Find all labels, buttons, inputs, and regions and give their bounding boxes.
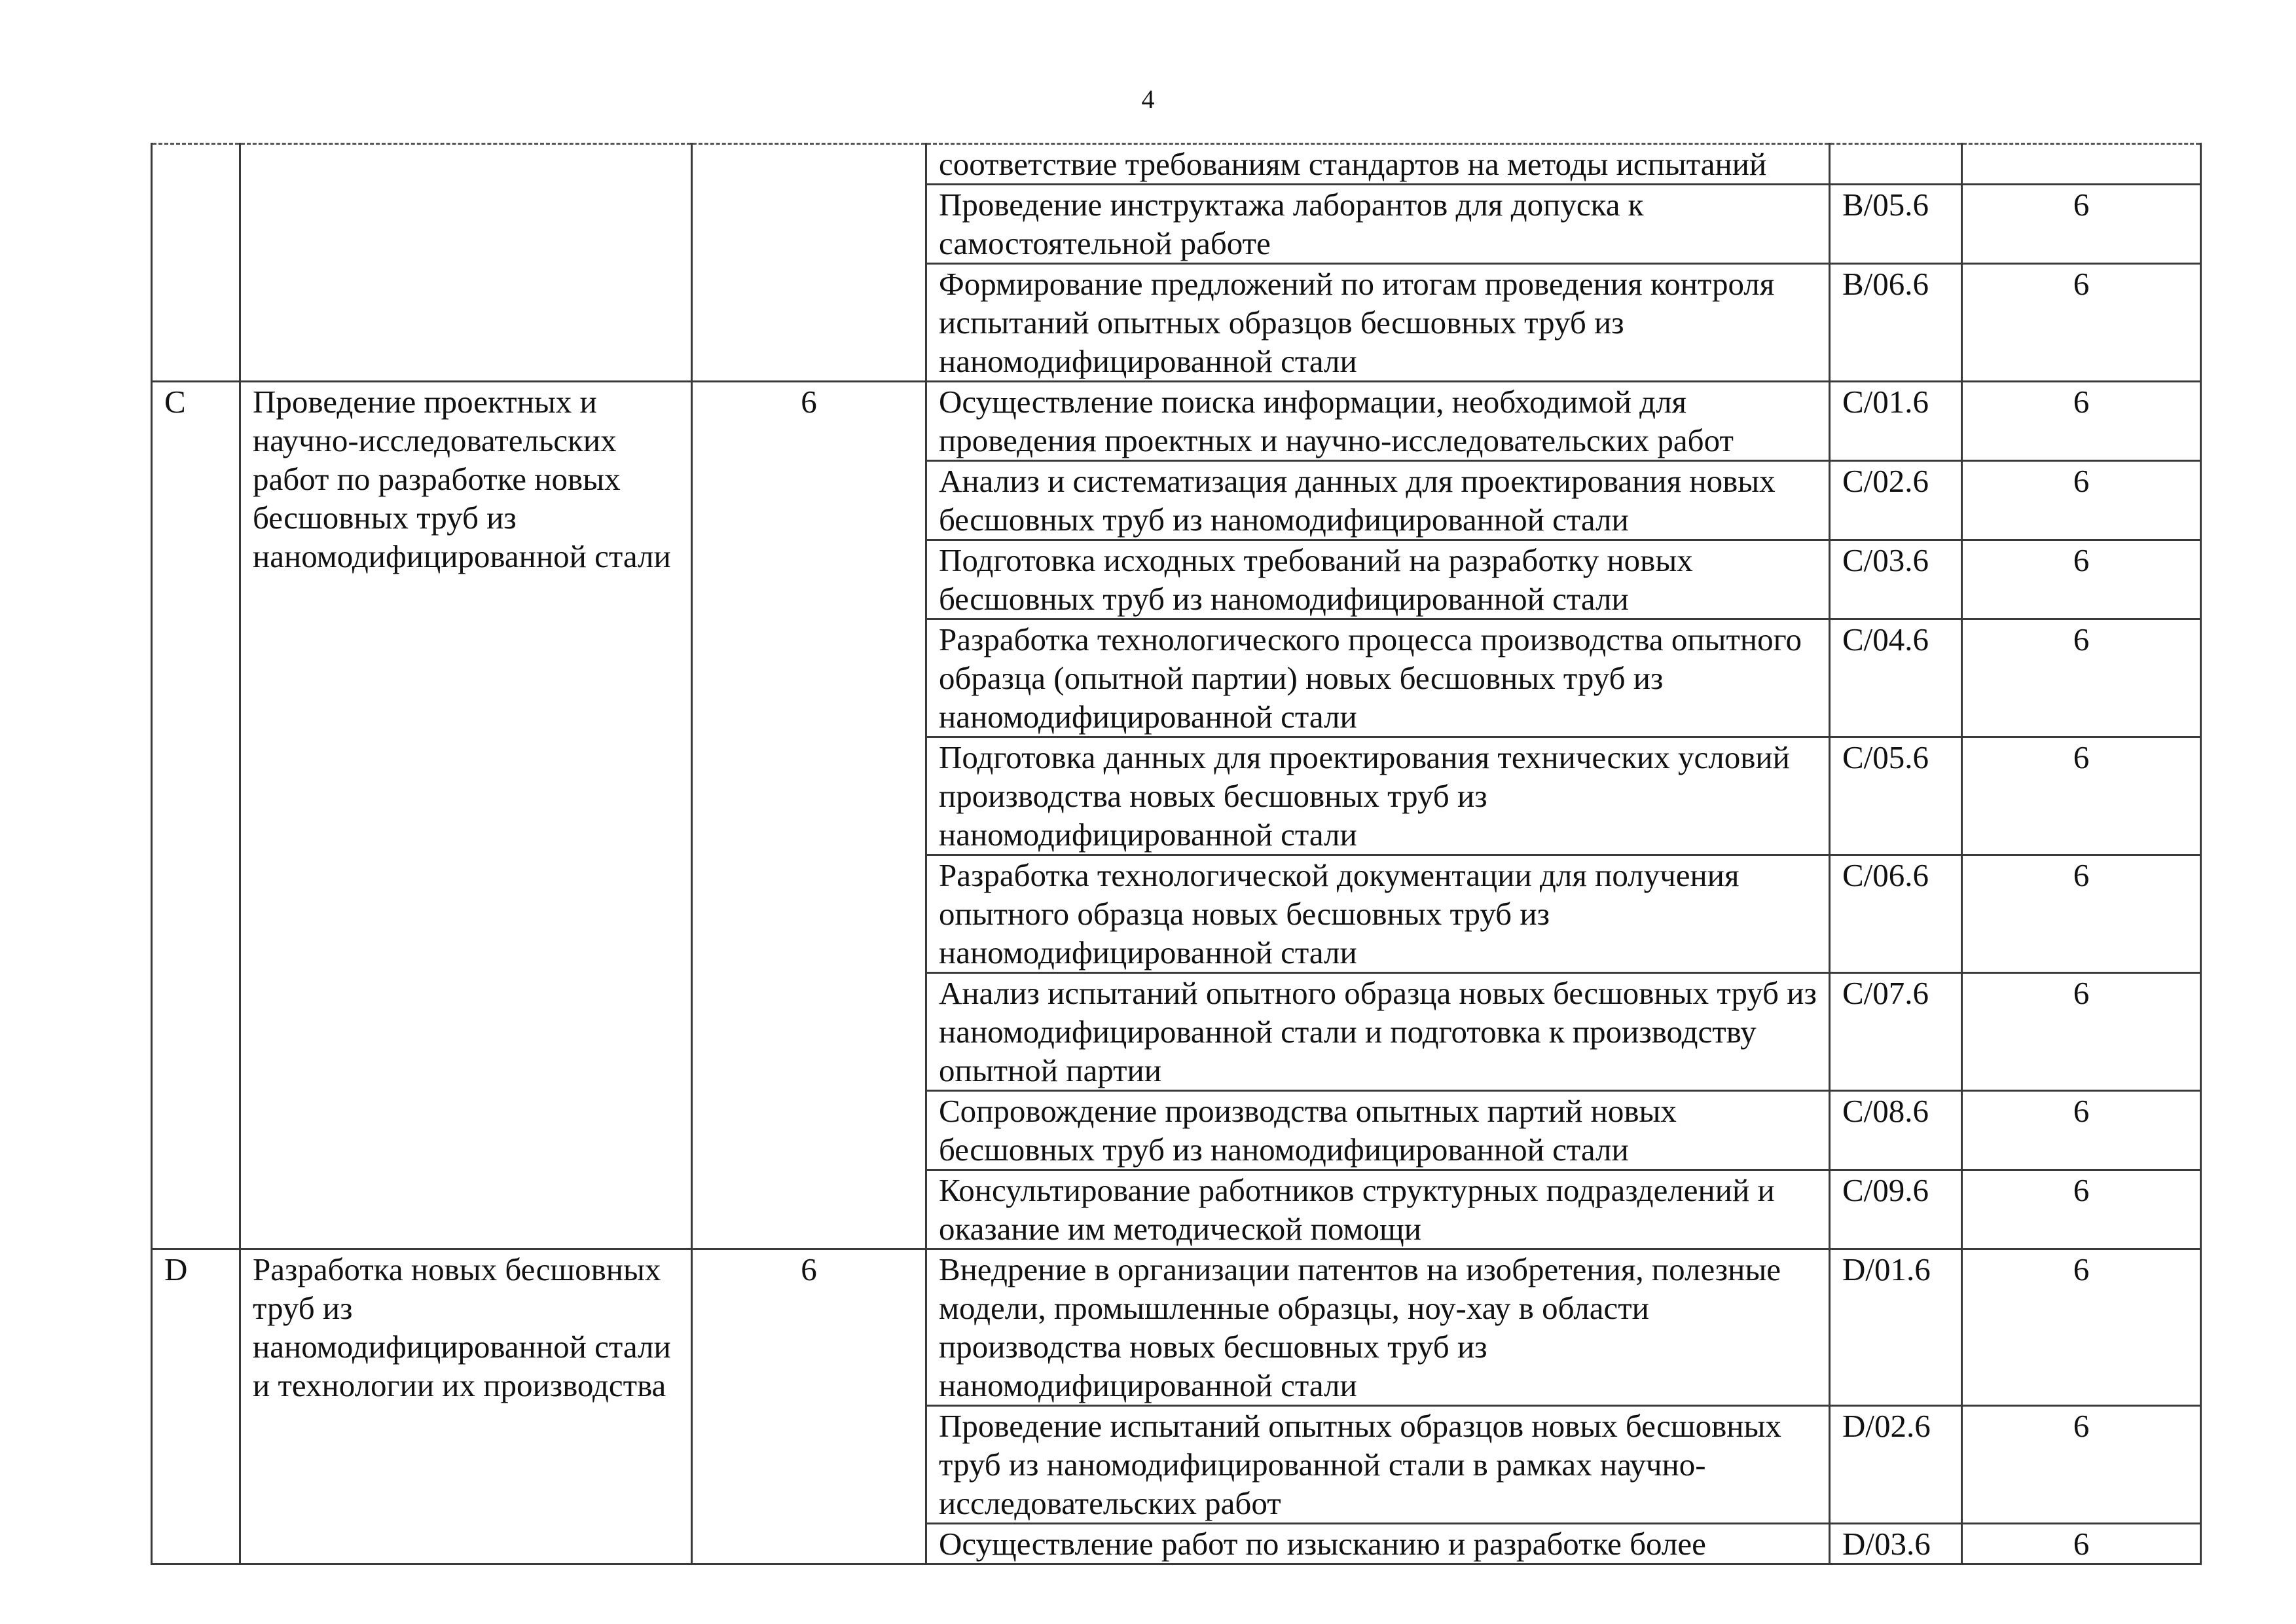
group-code-cell: D <box>152 1249 240 1564</box>
function-level-cell: 6 <box>1962 264 2201 382</box>
group-name-cell: Проведение проектных и научно-исследовательских работ по разработке новых бесшовных труб из наномодифицированной стали <box>240 382 692 1249</box>
group-name-cell: Разработка новых бесшовных труб из наномодифицированной стали и технологии их производства <box>240 1249 692 1564</box>
function-level-cell: 6 <box>1962 382 2201 461</box>
function-code-cell: C/05.6 <box>1830 737 1962 855</box>
function-level-cell: 6 <box>1962 461 2201 540</box>
function-name-cell: Проведение инструктажа лаборантов для допуска к самостоятельной работе <box>926 185 1830 264</box>
function-name-cell: Консультирование работников структурных подразделений и оказание им методической помощи <box>926 1170 1830 1249</box>
function-code-cell: D/03.6 <box>1830 1524 1962 1564</box>
group-level-cell: 6 <box>692 382 926 1249</box>
function-code-cell: C/02.6 <box>1830 461 1962 540</box>
function-name-cell: Осуществление поиска информации, необходимой для проведения проектных и научно-исследовательских работ <box>926 382 1830 461</box>
function-name-cell: Разработка технологической документации для получения опытного образца новых бесшовных труб из наномодифицированной стали <box>926 855 1830 973</box>
function-level-cell: 6 <box>1962 540 2201 619</box>
function-name-cell: соответствие требованиям стандартов на методы испытаний <box>926 144 1830 185</box>
function-code-cell: D/02.6 <box>1830 1406 1962 1524</box>
function-level-cell: 6 <box>1962 973 2201 1091</box>
function-name-cell: Осуществление работ по изысканию и разработке более <box>926 1524 1830 1564</box>
functions-table <box>151 143 2202 1565</box>
table-row <box>152 1249 2201 1406</box>
function-name-cell: Подготовка исходных требований на разработку новых бесшовных труб из наномодифицированной стали <box>926 540 1830 619</box>
function-code-cell: B/06.6 <box>1830 264 1962 382</box>
function-level-cell: 6 <box>1962 1524 2201 1564</box>
group-name-cell <box>240 144 692 382</box>
table-row <box>152 382 2201 461</box>
function-level-cell: 6 <box>1962 1170 2201 1249</box>
function-name-cell: Сопровождение производства опытных партий новых бесшовных труб из наномодифицированной стали <box>926 1091 1830 1170</box>
function-code-cell: C/08.6 <box>1830 1091 1962 1170</box>
function-level-cell: 6 <box>1962 185 2201 264</box>
function-level-cell: 6 <box>1962 737 2201 855</box>
function-code-cell: C/03.6 <box>1830 540 1962 619</box>
function-code-cell: C/07.6 <box>1830 973 1962 1091</box>
function-name-cell: Подготовка данных для проектирования технических условий производства новых бесшовных труб из наномодифицированной стали <box>926 737 1830 855</box>
function-level-cell: 6 <box>1962 1091 2201 1170</box>
function-level-cell <box>1962 144 2201 185</box>
group-level-cell <box>692 144 926 382</box>
function-name-cell: Внедрение в организации патентов на изобретения, полезные модели, промышленные образцы, ноу-хау в области производства новых бесшовных труб из наномодифицированной стали <box>926 1249 1830 1406</box>
function-level-cell: 6 <box>1962 1406 2201 1524</box>
function-code-cell: C/04.6 <box>1830 619 1962 737</box>
function-code-cell: B/05.6 <box>1830 185 1962 264</box>
function-name-cell: Разработка технологического процесса производства опытного образца (опытной партии) новых бесшовных труб из наномодифицированной стали <box>926 619 1830 737</box>
page-number: 4 <box>1141 84 1155 114</box>
function-name-cell: Проведение испытаний опытных образцов новых бесшовных труб из наномодифицированной стали в рамках научно-исследовательских работ <box>926 1406 1830 1524</box>
function-code-cell <box>1830 144 1962 185</box>
function-name-cell: Формирование предложений по итогам проведения контроля испытаний опытных образцов бесшовных труб из наномодифицированной стали <box>926 264 1830 382</box>
table-row <box>152 144 2201 185</box>
group-level-cell: 6 <box>692 1249 926 1564</box>
group-code-cell <box>152 144 240 382</box>
function-code-cell: D/01.6 <box>1830 1249 1962 1406</box>
function-code-cell: C/01.6 <box>1830 382 1962 461</box>
group-code-cell: C <box>152 382 240 1249</box>
function-code-cell: C/06.6 <box>1830 855 1962 973</box>
function-name-cell: Анализ испытаний опытного образца новых бесшовных труб из наномодифицированной стали и подготовка к производству опытной партии <box>926 973 1830 1091</box>
function-code-cell: C/09.6 <box>1830 1170 1962 1249</box>
function-name-cell: Анализ и систематизация данных для проектирования новых бесшовных труб из наномодифицированной стали <box>926 461 1830 540</box>
function-level-cell: 6 <box>1962 1249 2201 1406</box>
function-level-cell: 6 <box>1962 855 2201 973</box>
function-level-cell: 6 <box>1962 619 2201 737</box>
